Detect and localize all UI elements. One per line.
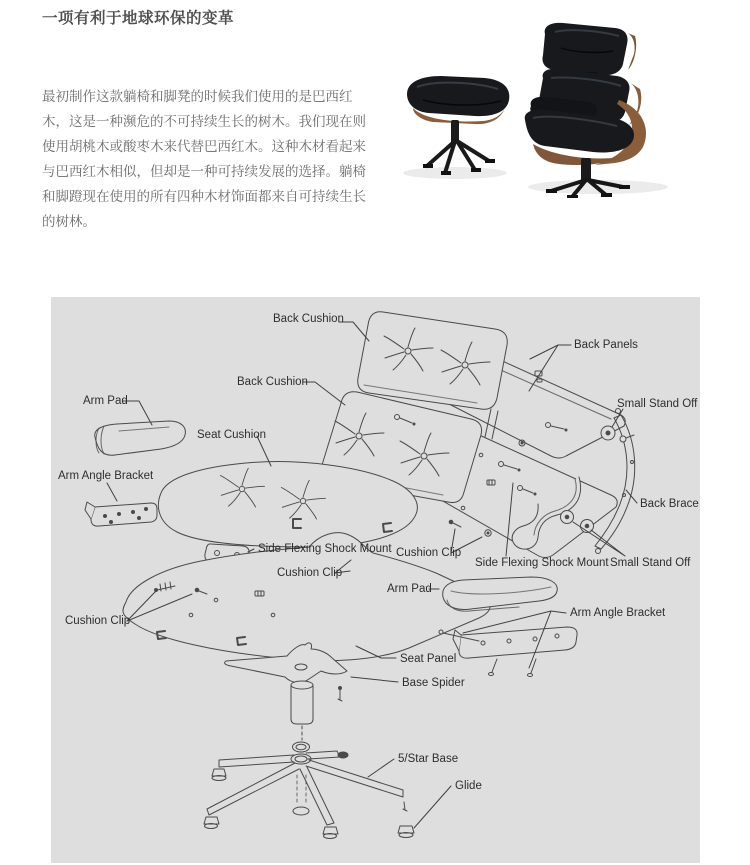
diagram-label-arm-angle-bracket-right: Arm Angle Bracket bbox=[570, 607, 666, 619]
diagram-label-side-flexing-shock-mount-right: Side Flexing Shock Mount bbox=[475, 557, 609, 569]
exploded-diagram bbox=[51, 297, 700, 863]
arm-angle-bracket-right-art bbox=[439, 627, 577, 677]
ottoman-art bbox=[407, 76, 509, 175]
product-photo bbox=[393, 20, 708, 198]
diagram-label-arm-angle-bracket-left: Arm Angle Bracket bbox=[58, 470, 154, 482]
shaft-ring-art bbox=[293, 742, 310, 752]
five-star-base-art bbox=[204, 751, 414, 839]
diagram-label-back-brace: Back Brace bbox=[640, 498, 699, 510]
page-title: 一项有利于地球环保的变革 bbox=[42, 10, 235, 27]
body-paragraph: 最初制作这款躺椅和脚凳的时候我们使用的是巴西红木，这是一种濒危的不可持续生长的树木。我们现在则使用胡桃木或酸枣木来代替巴西红木。这种木材看起来与巴西红木相似，但却是一种可持续发展的选择。躺椅和脚蹬现在使用的所有四种木材饰面都来自可持续生长的树林。 bbox=[42, 89, 366, 229]
diagram-label-side-flexing-shock-mount-left: Side Flexing Shock Mount bbox=[258, 543, 392, 555]
diagram-label-seat-cushion: Seat Cushion bbox=[197, 429, 267, 441]
diagram-label-arm-pad-left: Arm Pad bbox=[83, 395, 128, 407]
diagram-label-small-stand-off-lower: Small Stand Off bbox=[610, 557, 691, 569]
diagram-label-back-panels: Back Panels bbox=[574, 339, 638, 351]
diagram-label-small-stand-off-upper: Small Stand Off bbox=[617, 398, 698, 410]
diagram-label-cushion-clip-middle: Cushion Clip bbox=[277, 567, 343, 579]
diagram-label-back-cushion-lower: Back Cushion bbox=[237, 376, 308, 388]
exploded-diagram-art bbox=[51, 297, 700, 863]
arm-pad-left-art bbox=[95, 421, 186, 455]
diagram-label-glide: Glide bbox=[455, 780, 482, 792]
diagram-label-five-star-base: 5/Star Base bbox=[398, 753, 459, 765]
arm-angle-bracket-left-art bbox=[85, 502, 157, 526]
diagram-label-cushion-clip-right: Cushion Clip bbox=[396, 547, 462, 559]
arm-pad-right-art bbox=[443, 577, 558, 611]
diagram-label-back-cushion-top: Back Cushion bbox=[273, 313, 344, 325]
chair-art bbox=[525, 23, 646, 198]
lounge-chair-photo-art bbox=[393, 20, 708, 198]
base-spider-art bbox=[225, 643, 347, 740]
diagram-label-arm-pad-right: Arm Pad bbox=[387, 583, 432, 595]
diagram-label-cushion-clip-left: Cushion Clip bbox=[65, 615, 131, 627]
back-cushion-upper-art bbox=[358, 312, 508, 410]
diagram-label-base-spider: Base Spider bbox=[402, 677, 465, 689]
diagram-label-seat-panel: Seat Panel bbox=[400, 653, 457, 665]
